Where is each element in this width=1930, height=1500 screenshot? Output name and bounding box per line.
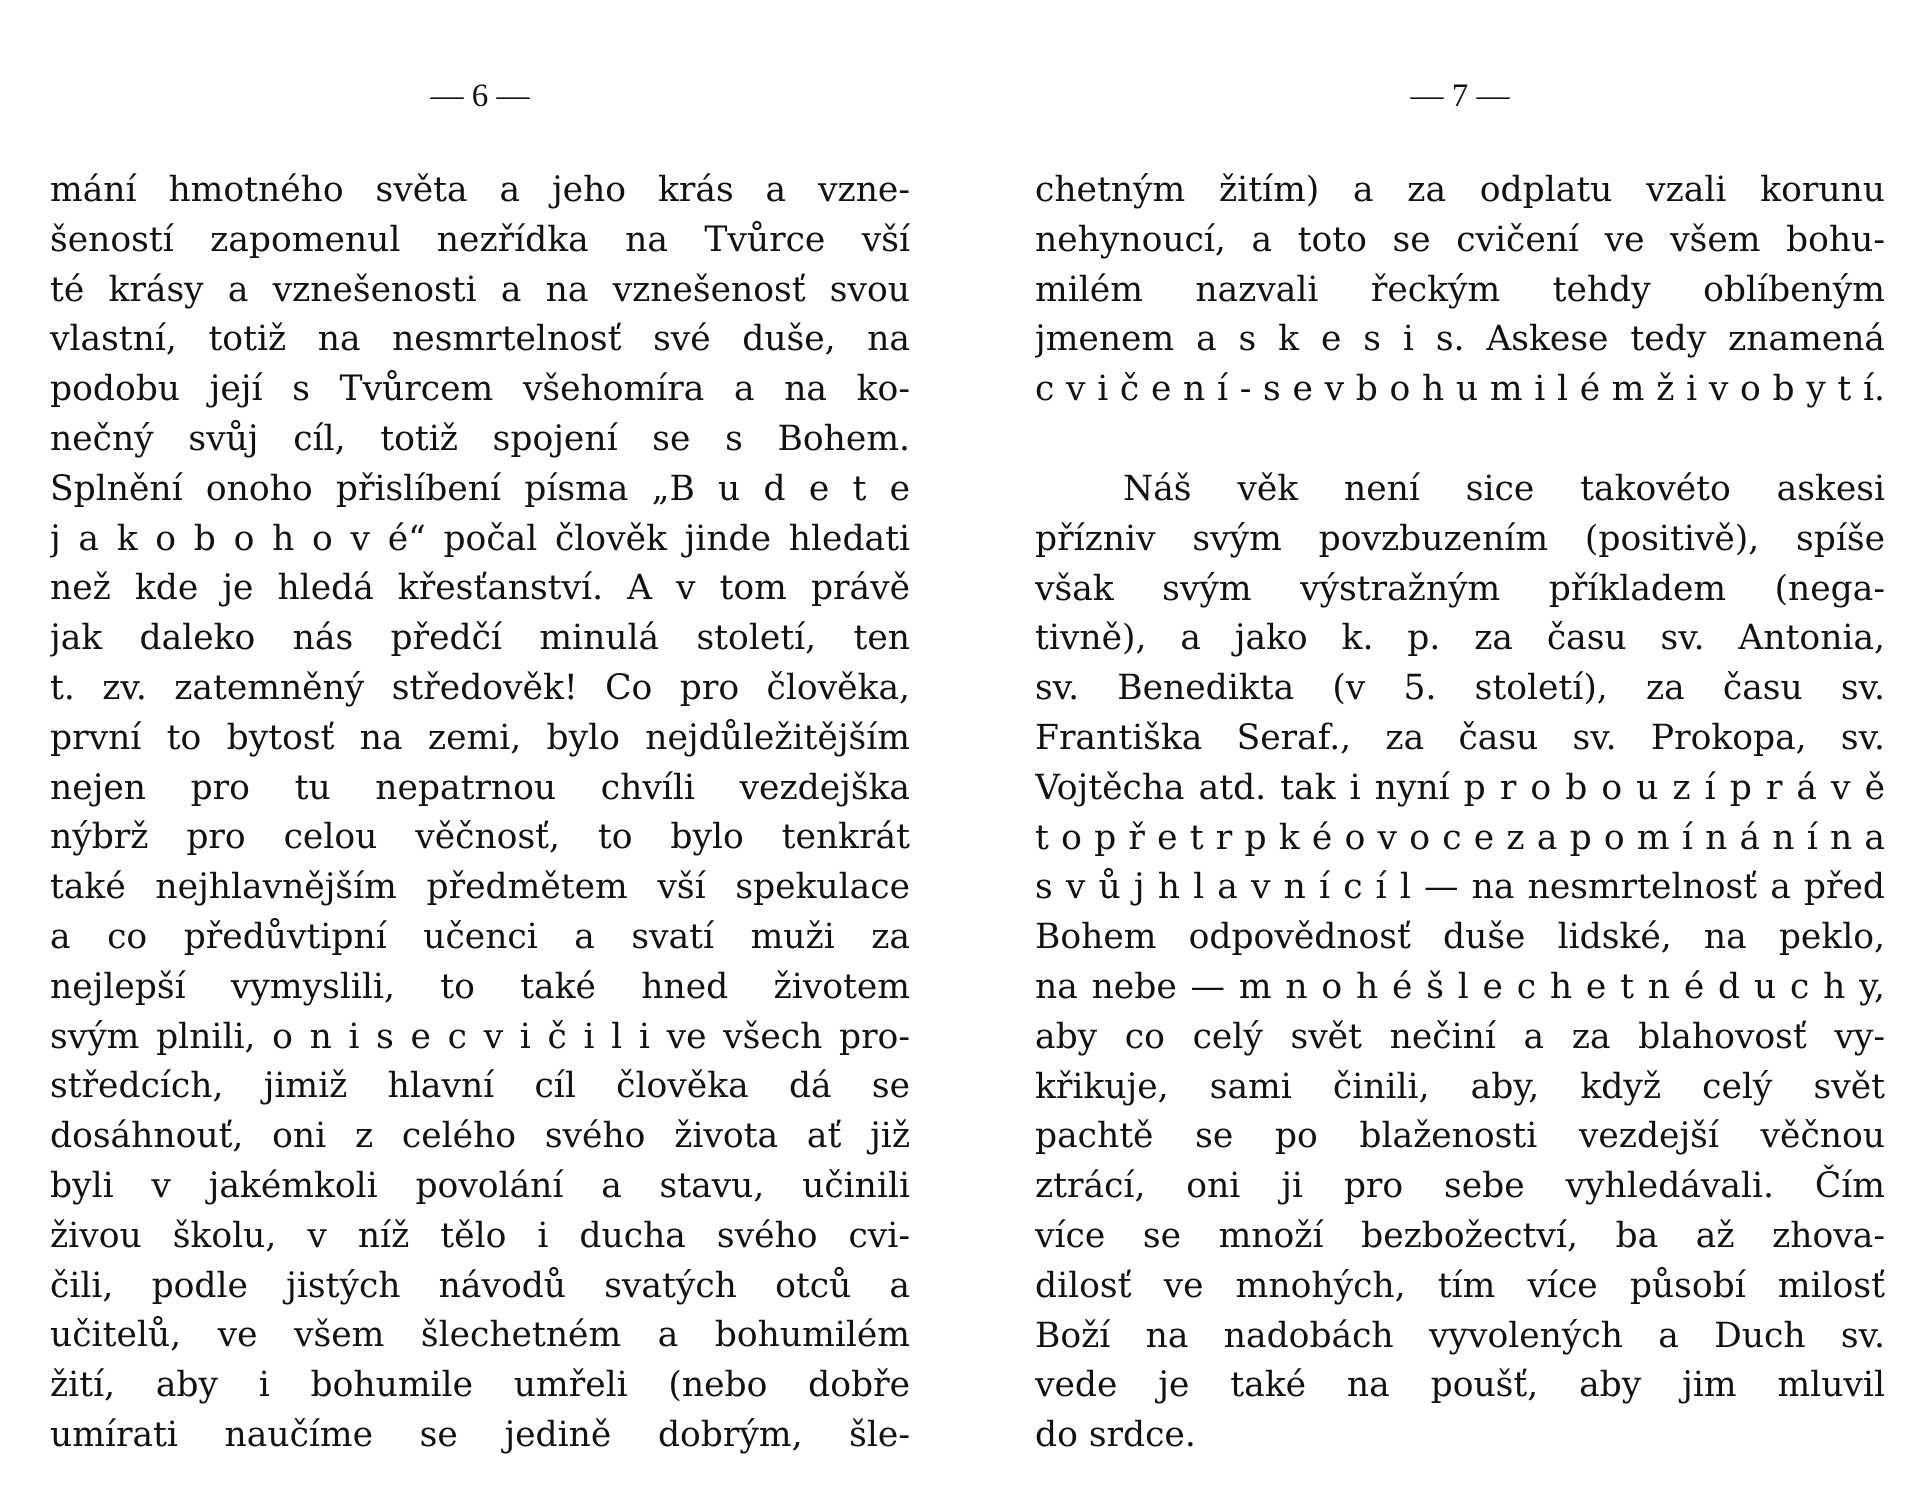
- text-line: a co předůvtipní učenci a svatí muži za: [50, 916, 910, 957]
- text-line: Splnění onoho přislíbení písma „B u d e t e: [50, 468, 910, 509]
- text-line: aby co celý svět nečiní a za blahovosť vy-: [1035, 1016, 1885, 1057]
- left-page: [50, 0, 910, 1500]
- text-line: milém nazvali řeckým tehdy oblíbeným: [1035, 269, 1885, 310]
- text-line: čili, podle jistých návodů svatých otců a: [50, 1265, 910, 1306]
- text-line: sv. Benedikta (v 5. století), za času sv.: [1035, 668, 1885, 709]
- text-line: na nebe — m n o h é š l e c h e t n é d u c h y,: [1035, 966, 1885, 1007]
- text-line: nýbrž pro celou věčnosť, to bylo tenkrát: [50, 817, 910, 858]
- text-line: nejen pro tu nepatrnou chvíli vezdejška: [50, 767, 910, 808]
- text-line: jmenem a s k e s i s. Askese tedy znamená: [1035, 319, 1885, 360]
- text-line: také nejhlavnějším předmětem vší spekulace: [50, 867, 910, 908]
- text-line: svým plnili, o n i s e c v i č i l i ve všech pro-: [50, 1016, 910, 1057]
- text-line: Boží na nadobách vyvolených a Duch sv.: [1035, 1315, 1885, 1356]
- text-line: tivně), a jako k. p. za času sv. Antonia,: [1035, 618, 1885, 659]
- text-line: než kde je hledá křesťanství. A v tom právě: [50, 568, 910, 609]
- paragraph-1: [1035, 166, 1885, 415]
- text-line: dilosť ve mnohých, tím více působí milosť: [1035, 1265, 1885, 1306]
- text-line: však svým výstražným příkladem (nega-: [1035, 568, 1885, 609]
- text-line: nehynoucí, a toto se cvičení ve všem bohu-: [1035, 219, 1885, 260]
- paragraph-gap: [1035, 415, 1885, 465]
- text-line: Vojtěcha atd. tak i nyní p r o b o u z í p r á v ě: [1035, 767, 1885, 808]
- text-line: jak daleko nás předčí minulá století, ten: [50, 618, 910, 659]
- page-number-right: — 7 —: [1410, 78, 1510, 114]
- text-line: byli v jakémkoli povolání a stavu, učinili: [50, 1165, 910, 1206]
- text-line: nejlepší vymyslili, to také hned životem: [50, 966, 910, 1007]
- text-line: živou školu, v níž tělo i ducha svého cvi-: [50, 1215, 910, 1256]
- text-line: té krásy a vznešenosti a na vznešenosť svou: [50, 269, 910, 310]
- text-line: t o p ř e t r p k é o v o c e z a p o m í n á n í n a: [1035, 817, 1885, 858]
- text-line: chetným žitím) a za odplatu vzali korunu: [1035, 170, 1885, 210]
- text-line: více se množí bezbožectví, ba až zhova-: [1035, 1215, 1885, 1256]
- left-page-text: [50, 166, 910, 1461]
- text-line: mání hmotného světa a jeho krás a vzne-: [50, 170, 910, 210]
- text-line: vede je také na poušť, aby jim mluvil: [1035, 1365, 1885, 1406]
- text-line: první to bytosť na zemi, bylo nejdůležitějším: [50, 717, 910, 758]
- text-line: žití, aby i bohumile umřeli (nebo dobře: [50, 1365, 910, 1406]
- text-line: s v ů j h l a v n í c í l — na nesmrtelnosť a před: [1035, 867, 1885, 908]
- text-line: do srdce.: [1035, 1415, 1196, 1456]
- text-line: Náš věk není sice takovéto askesi: [1123, 468, 1885, 509]
- text-line: křikuje, sami činili, aby, když celý svět: [1035, 1066, 1885, 1107]
- text-line: podobu její s Tvůrcem všehomíra a na ko-: [50, 369, 910, 410]
- text-line: Bohem odpovědnosť duše lidské, na peklo,: [1035, 917, 1885, 958]
- page-number-left: — 6 —: [430, 78, 530, 114]
- text-line: pachtě se po blaženosti vezdejší věčnou: [1035, 1116, 1885, 1157]
- text-line: ztrácí, oni ji pro sebe vyhledávali. Čím: [1035, 1166, 1885, 1207]
- text-line: přízniv svým povzbuzením (positivě), spíše: [1035, 518, 1885, 559]
- paragraph-2: [1035, 465, 1885, 1461]
- text-line: vlastní, totiž na nesmrtelnosť své duše, na: [50, 319, 910, 360]
- text-line: učitelů, ve všem šlechetném a bohumilém: [50, 1315, 910, 1356]
- text-line: Františka Seraf., za času sv. Prokopa, sv.: [1035, 717, 1885, 758]
- text-line: umírati naučíme se jedině dobrým, šle-: [50, 1414, 910, 1455]
- text-line: c v i č e n í - s e v b o h u m i l é m ž i v o b y t í.: [1035, 369, 1885, 410]
- text-line: t. zv. zatemněný středověk! Co pro člověka,: [50, 667, 910, 708]
- text-line: šeností zapomenul nezřídka na Tvůrce vší: [50, 219, 910, 260]
- text-line: středcích, jimiž hlavní cíl člověka dá se: [50, 1066, 910, 1107]
- right-page: [1035, 0, 1885, 1500]
- text-line: nečný svůj cíl, totiž spojení se s Bohem.: [50, 418, 910, 459]
- text-line: dosáhnouť, oni z celého svého života ať již: [50, 1116, 910, 1157]
- right-page-text: [1035, 166, 1885, 1461]
- text-line: j a k o b o h o v é“ počal člověk jinde hledati: [50, 518, 910, 559]
